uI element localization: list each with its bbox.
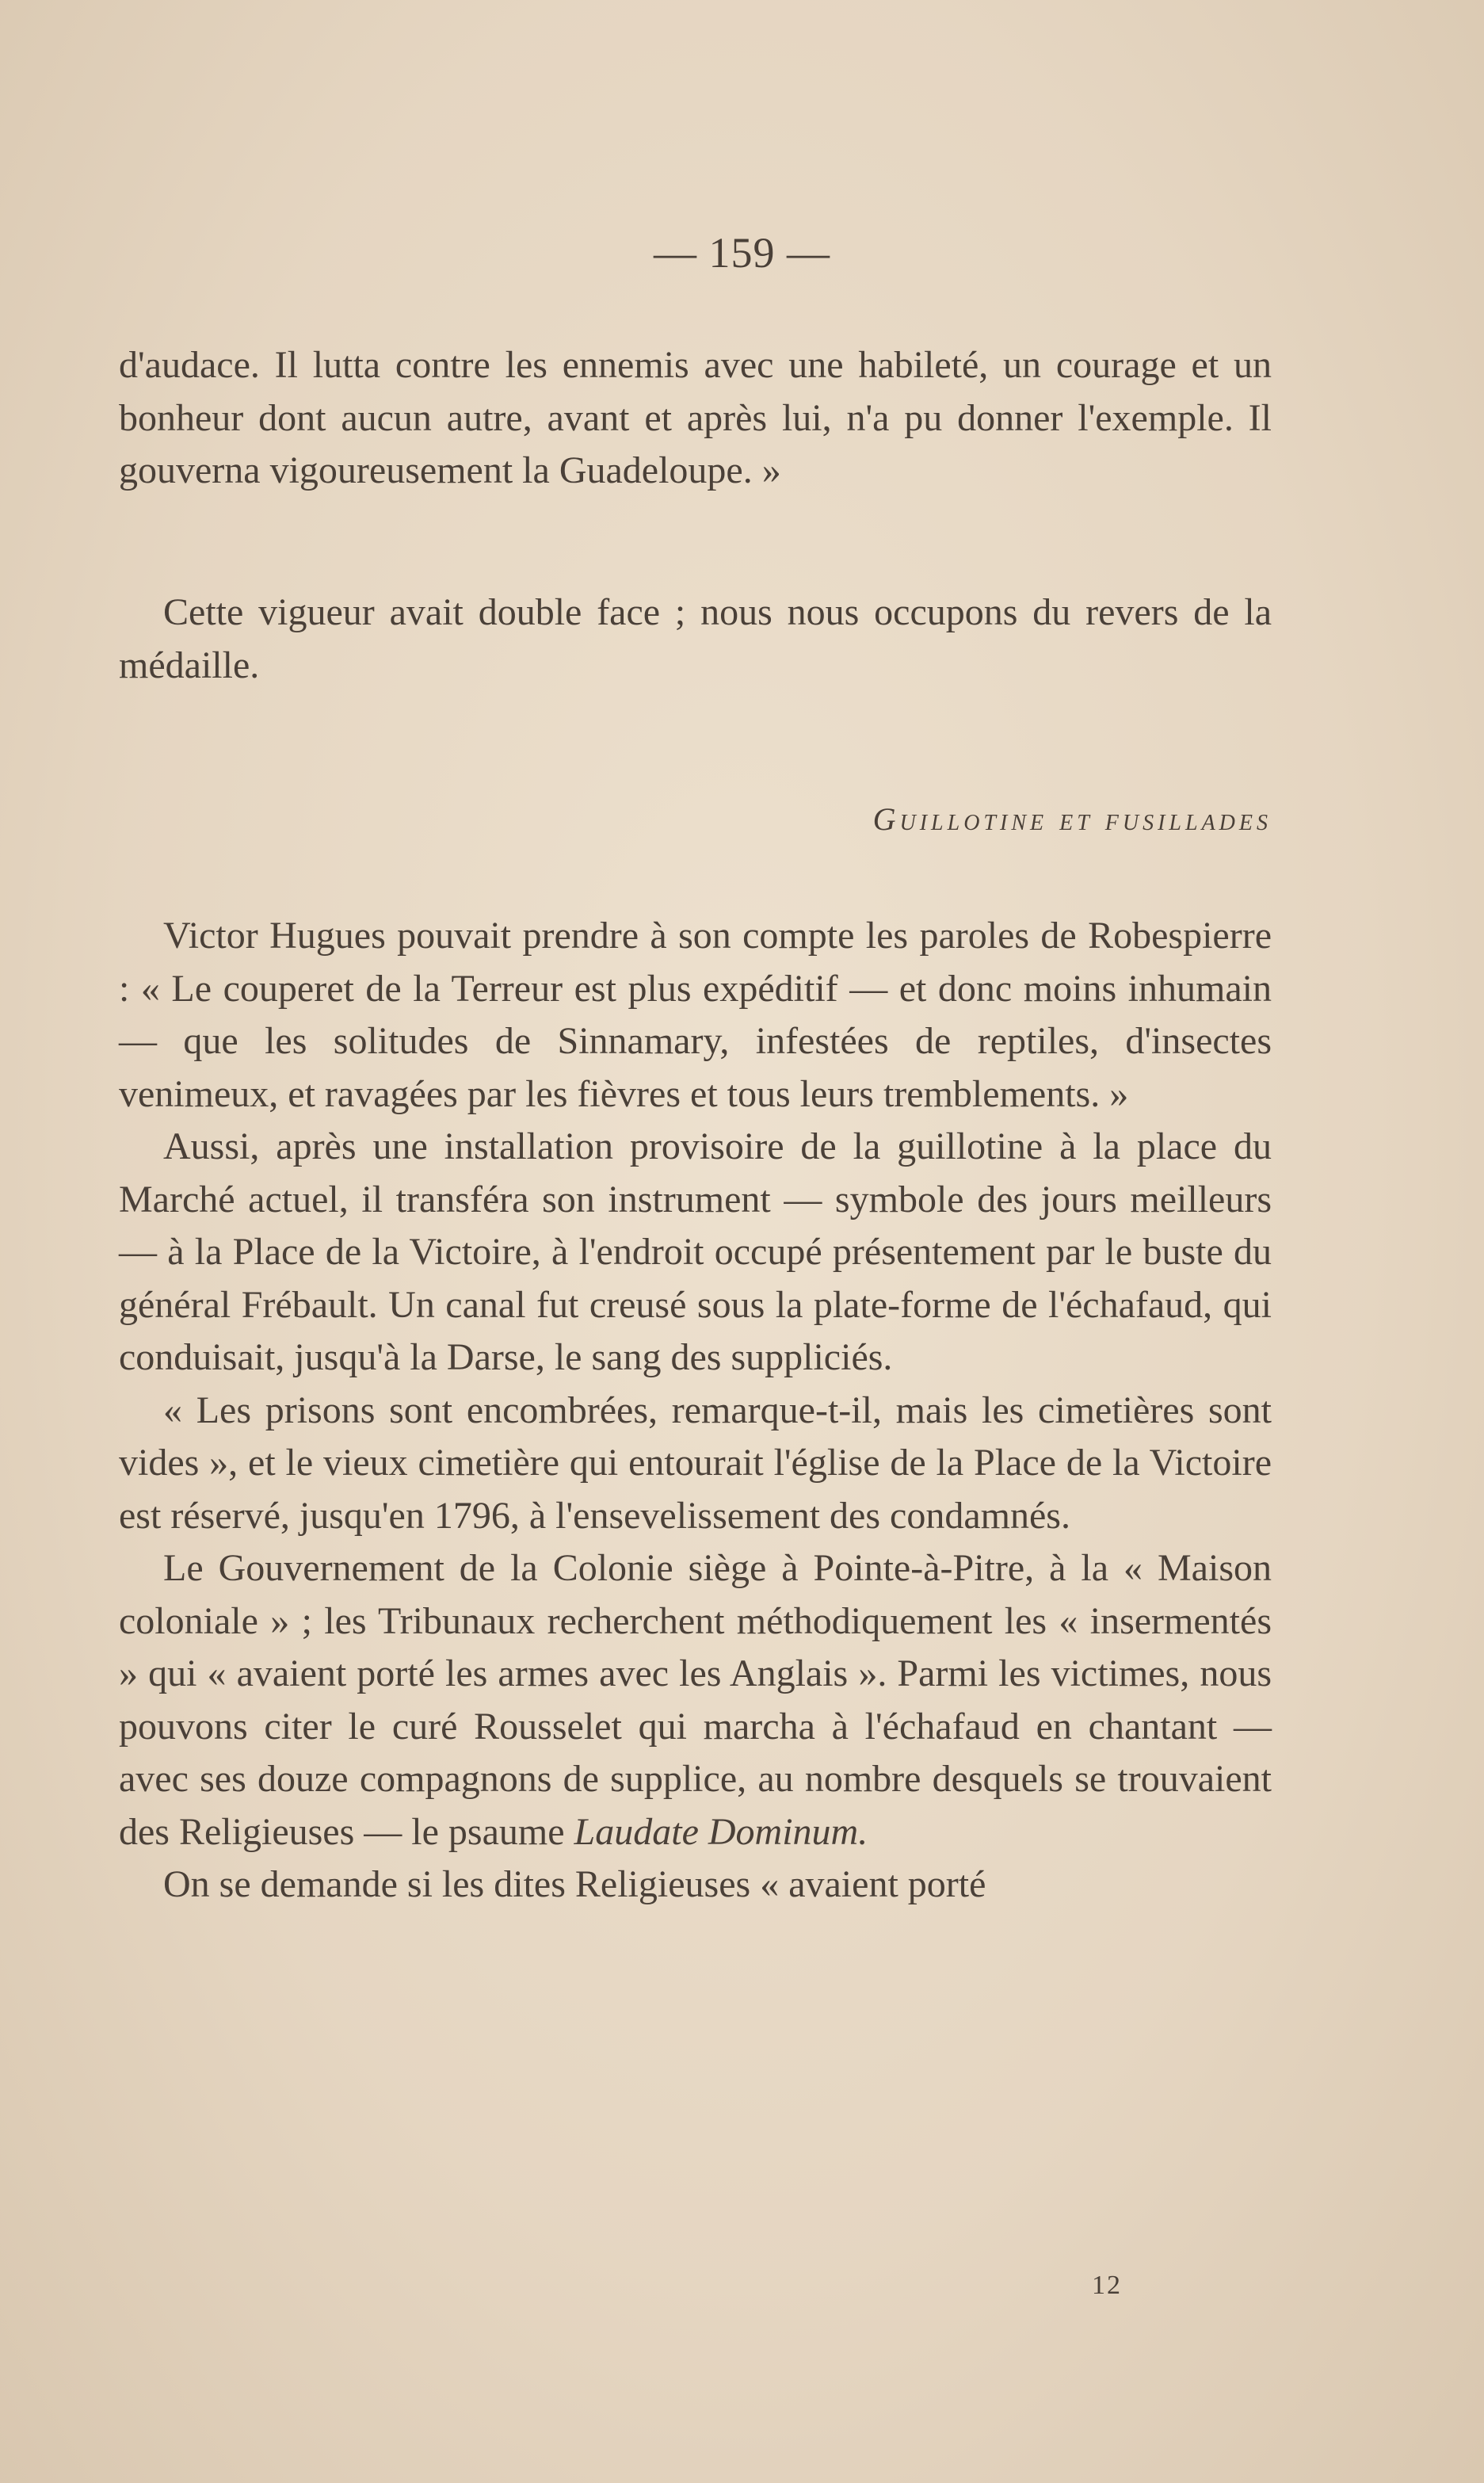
paragraph-4-text: Le Gouvernement de la Colonie siège à Pointe-à-Pitre, à la « Maison coloniale » ; les Tribunaux recherchent méthodiquement les « insermentés » qui « avaient porté les armes avec les Anglais ». Parmi les victimes, nous pouvons citer le curé Rousselet qui marcha à l'échafaud en chantant — avec ses douze compagnons de supplice, au nombre desquels se trouvaient des Religieuses — le psaume xyxy=(119,1547,1272,1853)
paragraph-text: d'audace. Il lutta contre les ennemis avec une habileté, un courage et un bonheur dont aucun autre, avant et après lui, n'a pu donner l'exemple. Il gouverna vigoureusement la Guadeloupe. » xyxy=(119,344,1272,491)
signature-mark: 12 xyxy=(1092,2271,1122,2300)
section-paragraph-2: Aussi, après une installation provisoire de la guillotine à la place du Marché actuel, il transféra son instrument — symbole des jours meilleurs — à la Place de la Victoire, à l'endroit occupé présentement par le buste du général Frébault. Un canal fut creusé sous la plate-forme de l'échafaud, qui conduisait, jusqu'à la Darse, le sang des suppliciés. xyxy=(119,1125,1272,1378)
section-heading: Guillotine et fusillades xyxy=(872,801,1272,837)
section-paragraph-1: Victor Hugues pouvait prendre à son compte les paroles de Robespierre : « Le couperet de la Terreur est plus expéditif — et donc moins inhumain — que les solitudes de Sinnamary, infestées de reptiles, d'insectes venimeux, et ravagées par les fièvres et tous leurs tremblements. » xyxy=(119,915,1272,1115)
section-paragraph-3: « Les prisons sont encombrées, remarque-t-il, mais les cimetières sont vides », et le vieux cimetière qui entourait l'église de la Place de la Victoire est réservé, jusqu'en 1796, à l'ensevelissement des condamnés. xyxy=(119,1389,1272,1537)
page-number: — 159 — xyxy=(654,229,830,277)
intro-paragraph-1 xyxy=(119,339,1272,498)
psalm-title: Laudate Dominum. xyxy=(574,1810,868,1853)
paragraph-text: Cette vigueur avait double face ; nous nous occupons du revers de la médaille. xyxy=(119,591,1272,686)
section-body xyxy=(119,910,1272,1912)
section-paragraph-5: On se demande si les dites Religieuses « avaient porté xyxy=(163,1863,986,1905)
section-paragraph-4 xyxy=(119,1542,1272,1858)
intro-paragraph-2 xyxy=(119,586,1272,692)
